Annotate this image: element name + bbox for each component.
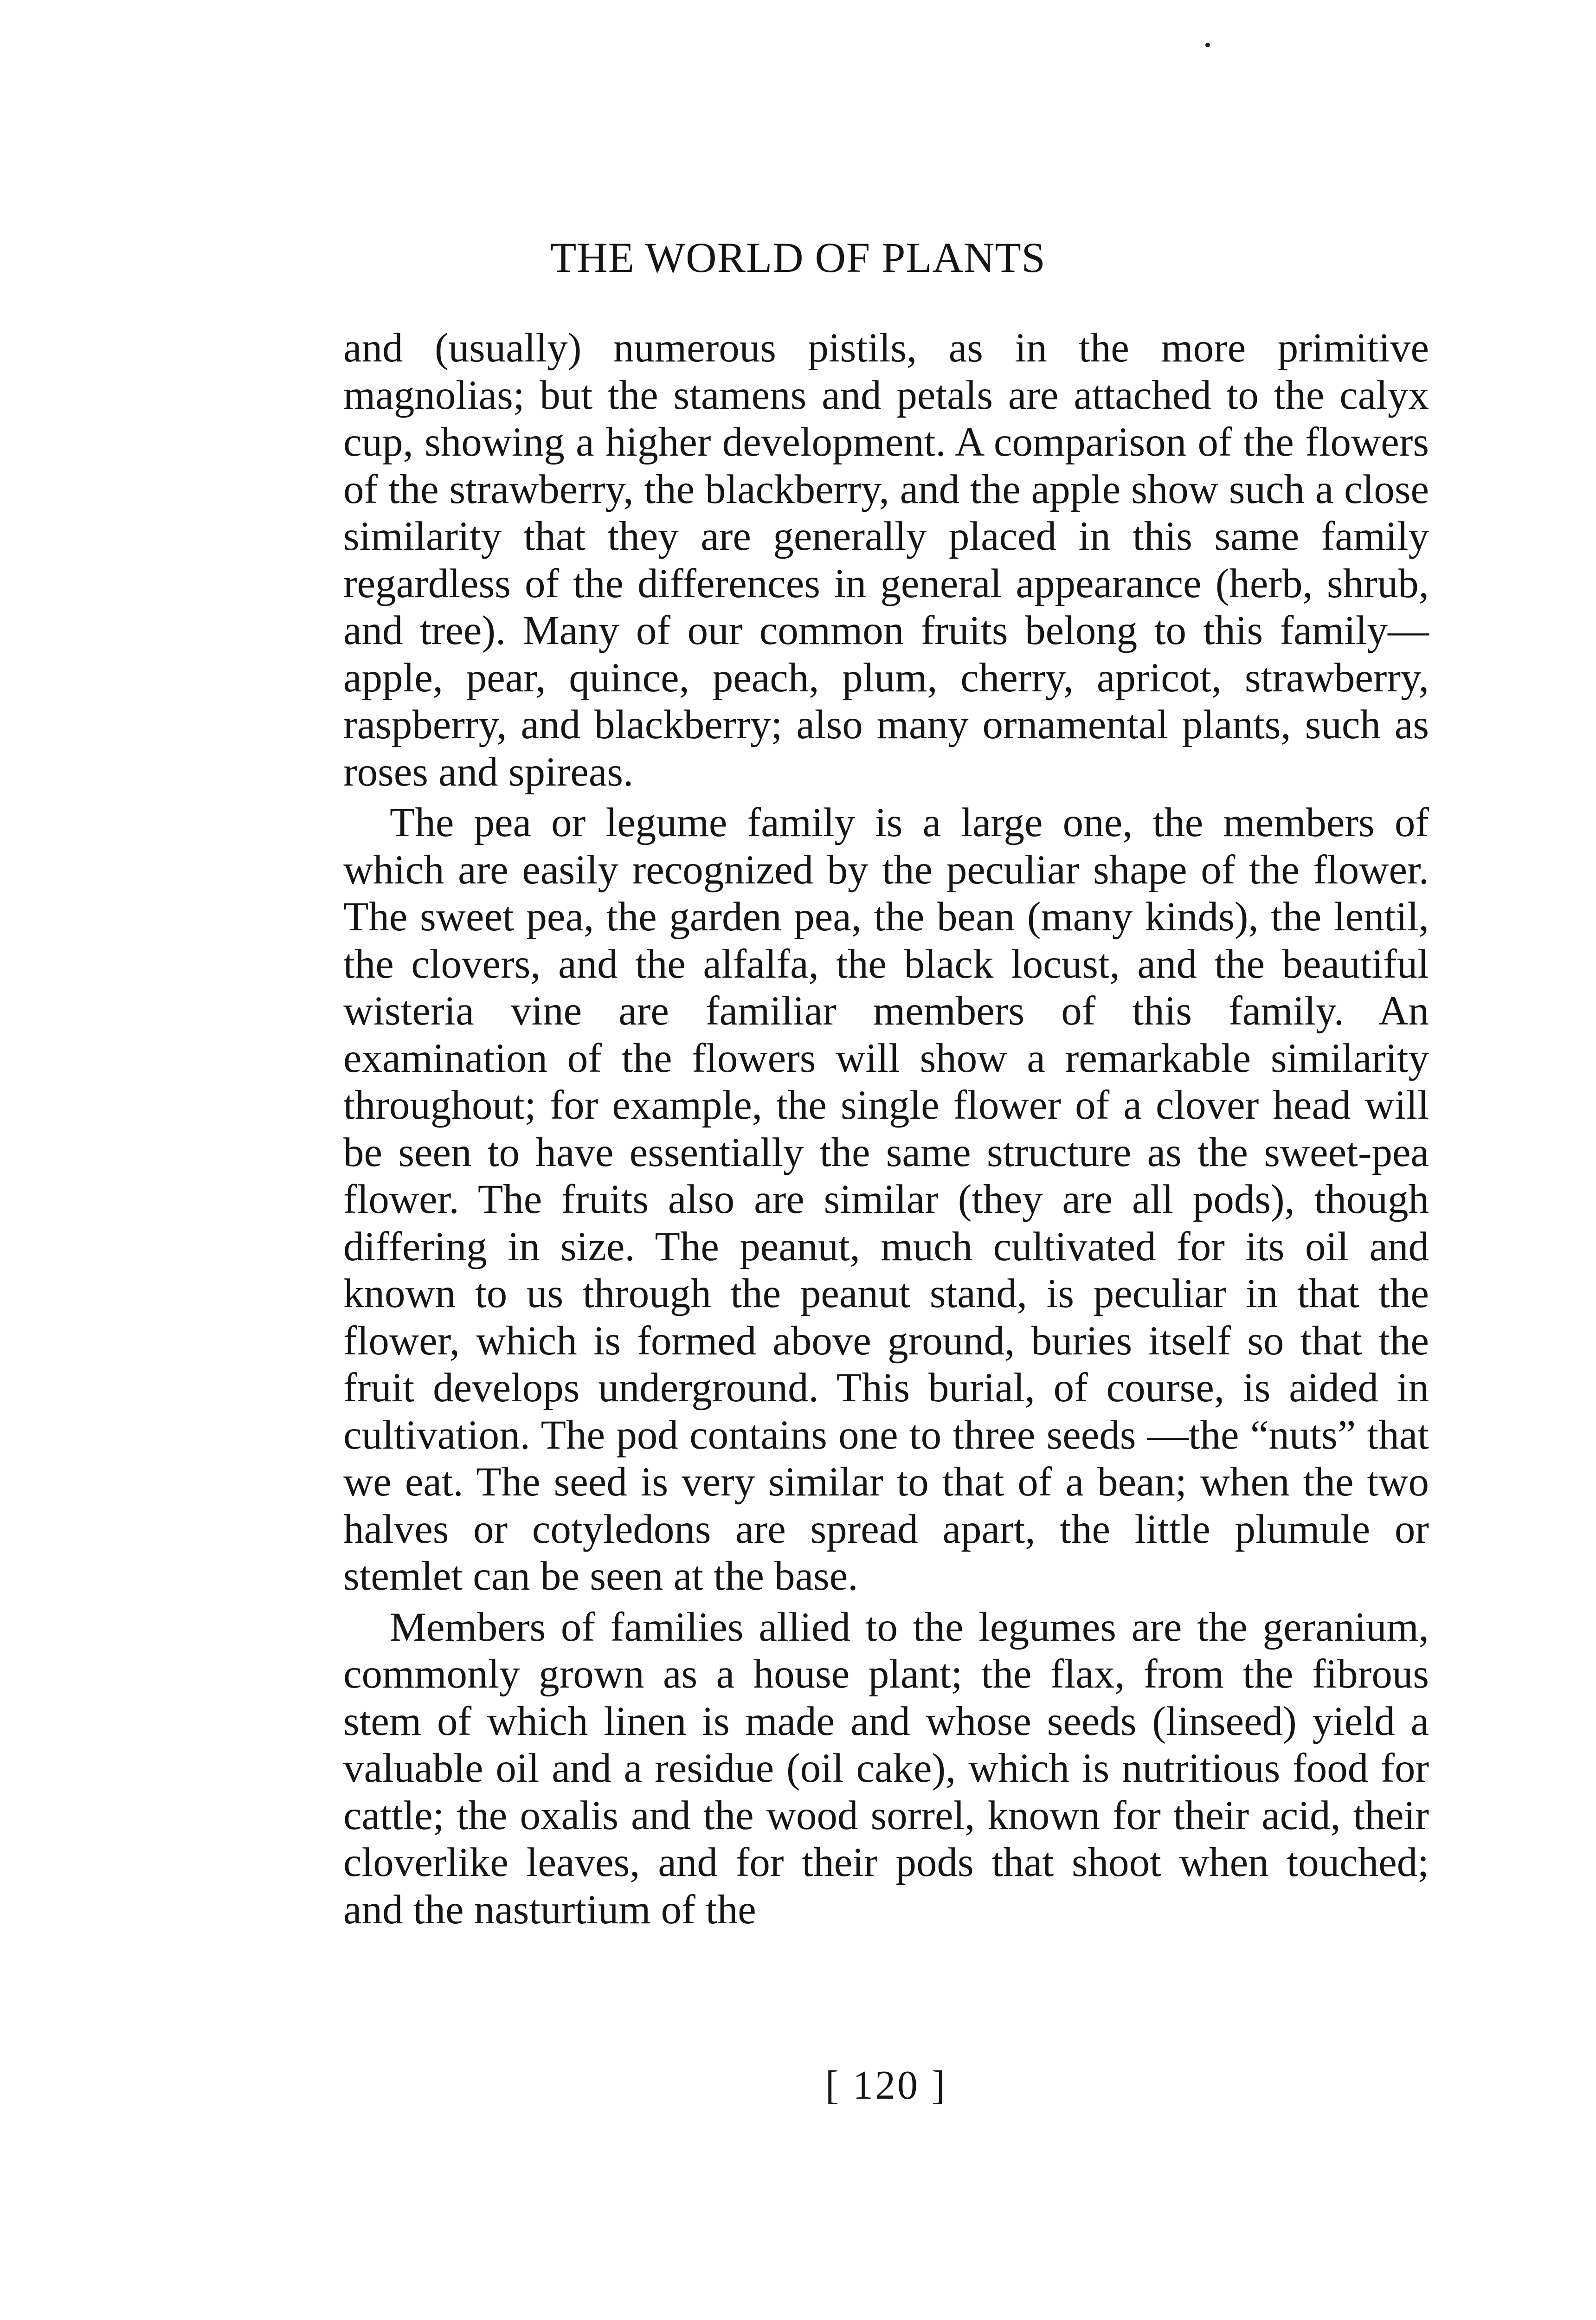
page-number: [ 120 ] — [825, 2063, 947, 2108]
ink-speck — [1205, 43, 1210, 47]
paragraph-rose-family: and (usually) numerous pistils, as in the more primitive magnolias; but the stamens and petals are attached to the calyx cup, showing a higher development. A comparison of the flowers of the strawberry, the blackberry, and the apple show such a close similarity that they are generally placed in this same family regardless of the differences in general appearance (herb, shrub, and tree). Many of our common fruits belong to this family—apple, pear, quince, peach, plum, cherry, apricot, strawberry, raspberry, and blackberry; also many ornamental plants, such as roses and spireas. — [343, 325, 1429, 795]
running-head: THE WORLD OF PLANTS — [550, 234, 1046, 281]
paragraph-legume-family: The pea or legume family is a large one, the members of which are easily recognized by the peculiar shape of the flower. The sweet pea, the garden pea, the bean (many kinds), the lentil, the clovers, and the alfalfa, the black locust, and the beautiful wisteria vine are familiar members of this family. An examination of the flowers will show a remarkable similarity throughout; for example, the single flower of a clover head will be seen to have essentially the same structure as the sweet-pea flower. The fruits also are similar (they are all pods), though differing in size. The peanut, much cultivated for its oil and known to us through the peanut stand, is peculiar in that the flower, which is formed above ground, buries itself so that the fruit develops underground. This burial, of course, is aided in cultivation. The pod contains one to three seeds —the “nuts” that we eat. The seed is very similar to that of a bean; when the two halves or cotyledons are spread apart, the little plumule or stemlet can be seen at the base. — [343, 800, 1429, 1599]
body-text — [343, 325, 1429, 1933]
paragraph-allied-families: Members of families allied to the legumes are the geranium, commonly grown as a house plant; the flax, from the fibrous stem of which linen is made and whose seeds (linseed) yield a valuable oil and a residue (oil cake), which is nutritious food for cattle; the oxalis and the wood sorrel, known for their acid, their cloverlike leaves, and for their pods that shoot when touched; and the nasturtium of the — [343, 1604, 1429, 1933]
